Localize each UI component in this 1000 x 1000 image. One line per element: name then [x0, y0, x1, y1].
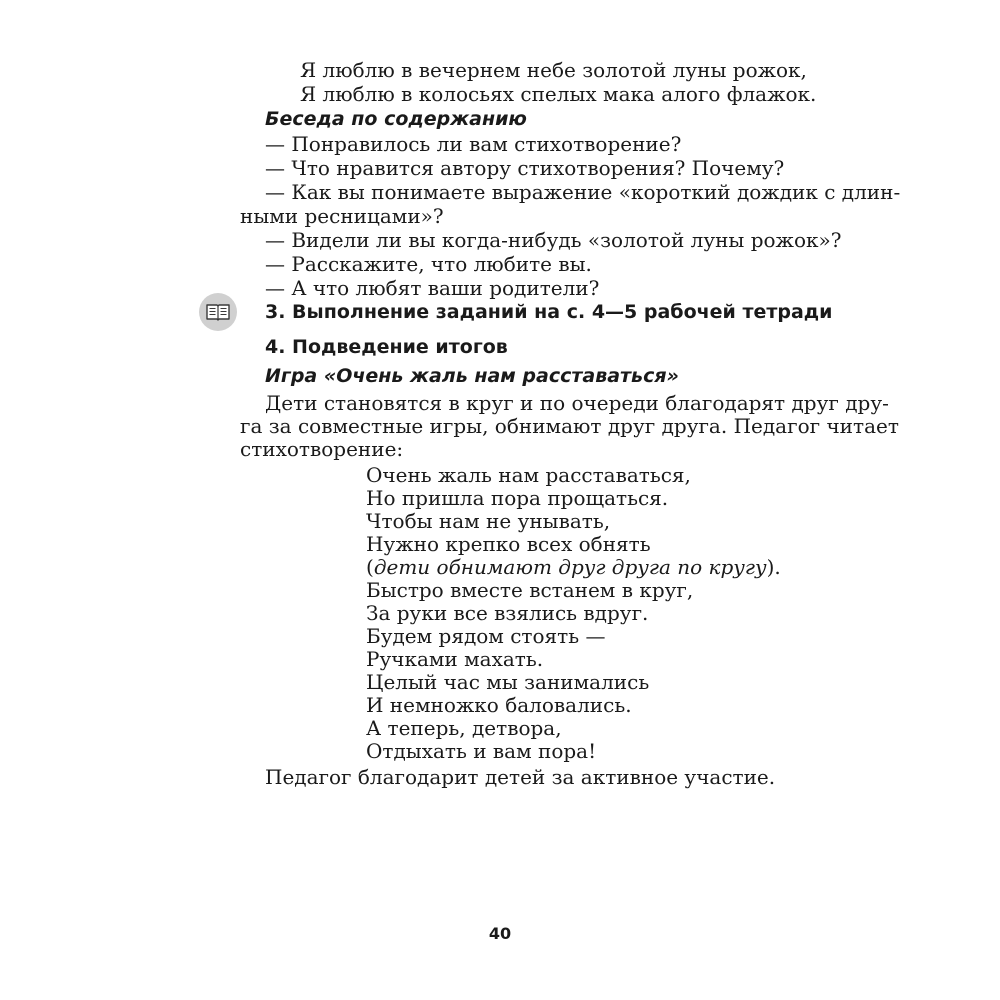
closing-line: Педагог благодарит детей за активное участие. — [265, 765, 776, 789]
discussion-question-continuation: ными ресницами»? — [240, 204, 444, 228]
section-3-title: 3. Выполнение заданий на с. 4—5 рабочей тетради — [265, 301, 833, 323]
discussion-question: — Видели ли вы когда-нибудь «золотой луны рожок»? — [265, 228, 842, 252]
discussion-question: — Понравилось ли вам стихотворение? — [265, 132, 682, 156]
poem-line: Чтобы нам не унывать, — [366, 509, 611, 533]
stage-direction-text: дети обнимают друг друга по кругу — [373, 555, 767, 579]
page-number: 40 — [488, 924, 512, 943]
intro-poem-line-2: Я люблю в колосьях спелых мака алого флажок. — [300, 82, 817, 106]
poem-stage-direction — [366, 555, 781, 579]
discussion-question: — Что нравится автору стихотворения? Почему? — [265, 156, 785, 180]
game-paragraph-line: га за совместные игры, обнимают друг друга. Педагог читает — [240, 414, 899, 438]
game-paragraph-line: Дети становятся в круг и по очереди благодарят друг дру- — [265, 391, 889, 415]
section-4-title: 4. Подведение итогов — [265, 336, 508, 358]
poem-line: Будем рядом стоять — — [366, 624, 606, 648]
discussion-question: — Как вы понимаете выражение «короткий дождик с длин- — [265, 180, 901, 204]
paren-close: ). — [766, 555, 781, 579]
poem-line: Но пришла пора прощаться. — [366, 486, 669, 510]
game-title: Игра «Очень жаль нам расставаться» — [265, 365, 679, 387]
discussion-question: — Расскажите, что любите вы. — [265, 252, 592, 276]
book-icon — [199, 293, 237, 331]
poem-line: И немножко баловались. — [366, 693, 632, 717]
poem-line: Ручками махать. — [366, 647, 544, 671]
poem-line: Целый час мы занимались — [366, 670, 650, 694]
game-paragraph-line: стихотворение: — [240, 437, 404, 461]
poem-line: Отдыхать и вам пора! — [366, 739, 597, 763]
poem-line: А теперь, детвора, — [366, 716, 562, 740]
intro-poem-line-1: Я люблю в вечернем небе золотой луны рожок, — [300, 58, 807, 82]
discussion-title: Беседа по содержанию — [265, 108, 527, 130]
poem-line: Быстро вместе встанем в круг, — [366, 578, 694, 602]
poem-line: Нужно крепко всех обнять — [366, 532, 651, 556]
paren-open: ( — [366, 555, 374, 579]
poem-line: За руки все взялись вдруг. — [366, 601, 649, 625]
discussion-question: — А что любят ваши родители? — [265, 276, 600, 300]
poem-line: Очень жаль нам расставаться, — [366, 463, 691, 487]
